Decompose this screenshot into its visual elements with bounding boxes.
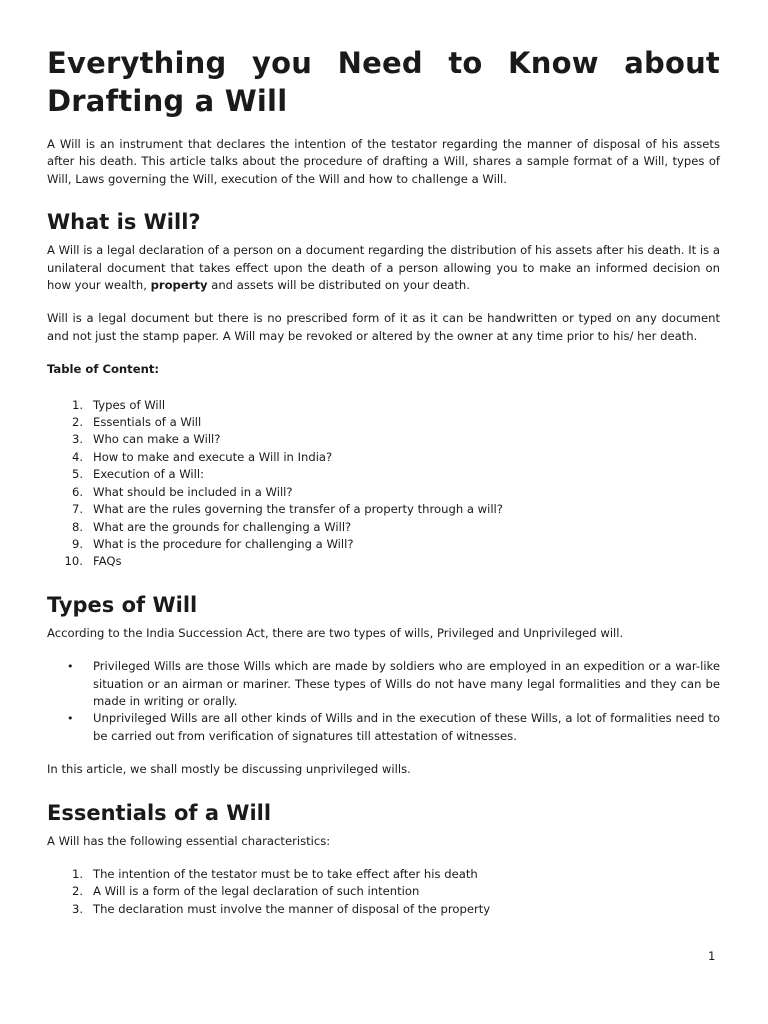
title-line-2: Drafting a Will (47, 84, 288, 118)
list-item (47, 901, 720, 918)
toc-item (47, 484, 720, 501)
property-link-text: property (150, 278, 208, 293)
toc-item-text: Who can make a Will? (93, 432, 221, 447)
page-number: 1 (708, 949, 716, 963)
list-number: 1. (71, 866, 83, 881)
document-page (47, 44, 720, 918)
toc-item-text: Execution of a Will: (93, 467, 205, 482)
toc-item (47, 553, 720, 570)
toc-item (47, 431, 720, 448)
types-of-will-closing: In this article, we shall mostly be discussing unprivileged wills. (47, 762, 411, 777)
list-number: 6. (71, 484, 83, 499)
list-item-text: A Will is a form of the legal declaration of such intention (93, 884, 420, 899)
toc-item-text: What are the grounds for challenging a Will? (93, 519, 352, 534)
toc-item-text: How to make and execute a Will in India? (93, 449, 333, 464)
list-item-text: The intention of the testator must be to take effect after his death (93, 866, 478, 881)
toc-list (47, 397, 720, 571)
list-item (47, 710, 720, 745)
toc-heading: Table of Content: (47, 362, 160, 377)
list-number: 2. (71, 884, 83, 899)
toc-item-text: Essentials of a Will (93, 415, 202, 430)
list-number: 3. (71, 432, 83, 447)
list-number: 9. (71, 536, 83, 551)
types-of-will-list (47, 658, 720, 745)
toc-item (47, 466, 720, 483)
heading-what-is-will: What is Will? (47, 210, 201, 235)
toc-item-text: What are the rules governing the transfer of a property through a will? (93, 502, 503, 517)
list-number: 4. (71, 449, 83, 464)
essentials-list (47, 866, 720, 918)
heading-essentials: Essentials of a Will (47, 800, 272, 825)
list-number: 7. (71, 502, 83, 517)
heading-types-of-will: Types of Will (47, 592, 198, 617)
bullet-icon: • (67, 712, 74, 726)
intro-paragraph: A Will is an instrument that declares the intention of the testator regarding the manner of disposal of his assets after his death. This article talks about the procedure of drafting a Will, shares a sample format of a Will, types of Will, Laws governing the Will, execution of the Will and how to challenge a Will. (47, 137, 720, 186)
text-segment: and assets will be distributed on your death. (207, 278, 470, 293)
toc-item (47, 536, 720, 553)
toc-item (47, 449, 720, 466)
toc-item (47, 397, 720, 414)
list-item-text: Privileged Wills are those Wills which are made by soldiers who are employed in an expedition or a war-like situation or an airman or mariner. These types of Wills do not have many legal formalities and they can be made in writing or orally. (93, 659, 720, 708)
toc-item (47, 414, 720, 431)
list-number: 5. (71, 467, 83, 482)
list-number: 2. (71, 415, 83, 430)
list-item-text: Unprivileged Wills are all other kinds of Wills and in the execution of these Wills, a lot of formalities need to be carried out from verification of signatures till attestation of witnesses. (93, 711, 720, 743)
list-number: 10. (64, 554, 83, 569)
toc-item (47, 519, 720, 536)
list-number: 3. (71, 901, 83, 916)
list-number: 8. (71, 519, 83, 534)
toc-item-text: What is the procedure for challenging a Will? (93, 536, 354, 551)
toc-item-text: Types of Will (93, 397, 166, 412)
list-number: 1. (71, 397, 83, 412)
types-of-will-intro: According to the India Succession Act, there are two types of wills, Privileged and Unprivileged will. (47, 625, 624, 640)
list-item-text: The declaration must involve the manner of disposal of the property (93, 901, 491, 916)
what-is-will-paragraph-2: Will is a legal document but there is no prescribed form of it as it can be handwritten or typed on any document and not just the stamp paper. A Will may be revoked or altered by the owner at any time prior to his/ her death. (47, 311, 720, 343)
list-item (47, 866, 720, 883)
essentials-intro: A Will has the following essential characteristics: (47, 833, 331, 848)
list-item (47, 883, 720, 900)
text-segment: A Will is a legal declaration of a person on a document regarding the distribution of his assets after his death. It is a unilateral document that takes effect upon the death of a person allowing you to make an informed decision on how your wealth, (47, 243, 720, 293)
what-is-will-paragraph-1 (47, 242, 720, 294)
document-title (47, 44, 720, 120)
title-line-1: Everything you Need to Know about (47, 46, 720, 80)
toc-item (47, 501, 720, 518)
toc-item-text: What should be included in a Will? (93, 484, 293, 499)
list-item (47, 658, 720, 710)
toc-item-text: FAQs (93, 554, 122, 569)
bullet-icon: • (67, 660, 74, 674)
